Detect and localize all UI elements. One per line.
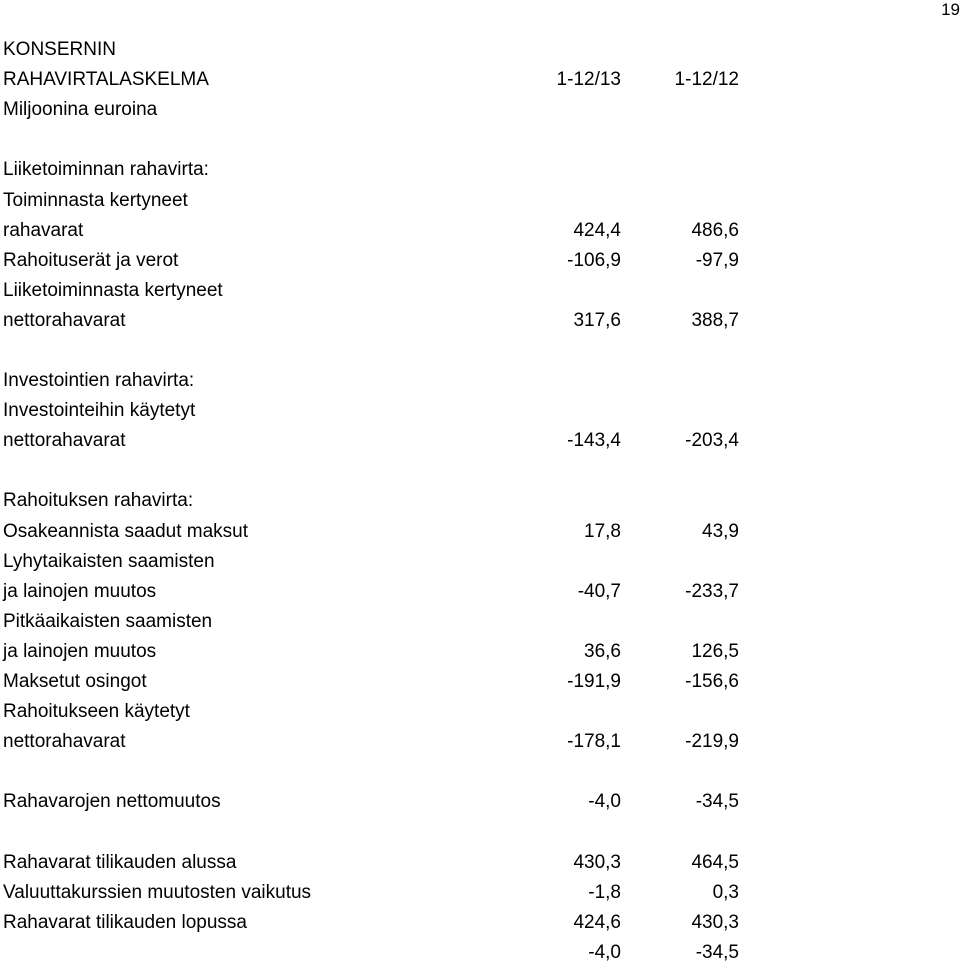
table-row [3,577,743,607]
table-row [3,727,743,757]
row-label: Osakeannista saadut maksut [3,520,249,542]
header-row-columns [3,65,743,95]
table-row [3,697,743,727]
table-row [3,456,743,486]
row-label: ja lainojen muutos [3,580,157,602]
row-label: Rahoitukseen käytetyt [3,701,190,723]
row-label: Rahoituksen rahavirta: [3,490,194,512]
value-2013: -178,1 [567,731,621,753]
cash-flow-statement [3,35,743,968]
row-label: nettorahavarat [3,731,126,753]
row-label: Investointien rahavirta: [3,370,195,392]
value-2012: -219,9 [685,731,739,753]
value-2013: 424,4 [573,219,621,241]
table-row [3,547,743,577]
unit-label: Miljoonina euroina [3,99,158,121]
row-label: Lyhytaikaisten saamisten [3,550,215,572]
value-2012: -233,7 [685,580,739,602]
table-row [3,607,743,637]
table-row [3,517,743,547]
value-2013: 36,6 [584,640,621,662]
row-label: Rahavarat tilikauden lopussa [3,911,247,933]
row-label: Investointeihin käytetyt [3,400,196,422]
table-row [3,185,743,215]
row-label: Rahavarat tilikauden alussa [3,851,237,873]
table-row [3,366,743,396]
table-row [3,908,743,938]
row-label: Rahavarojen nettomuutos [3,791,221,813]
table-row [3,667,743,697]
table-row [3,426,743,456]
table-row [3,276,743,306]
row-label: Toiminnasta kertyneet [3,189,188,211]
statement-rows [3,155,743,968]
table-row [3,757,743,787]
value-2013: 317,6 [573,309,621,331]
value-2012: -203,4 [685,430,739,452]
value-2012: 126,5 [691,640,739,662]
row-label: Liiketoiminnasta kertyneet [3,279,223,301]
row-label: Liiketoiminnan rahavirta: [3,159,209,181]
value-2013: 17,8 [584,520,621,542]
value-2012: -34,5 [695,941,739,963]
row-label: nettorahavarat [3,430,126,452]
table-row [3,246,743,276]
statement-title-line1: KONSERNIN [3,39,116,61]
row-label: nettorahavarat [3,309,126,331]
spacer-row [3,125,743,155]
value-2012: 464,5 [691,851,739,873]
value-2012: -34,5 [695,791,739,813]
row-label: Valuuttakurssien muutosten vaikutus [3,881,312,903]
table-row [3,306,743,336]
value-2013: -4,0 [588,791,621,813]
table-row [3,817,743,847]
value-2012: -156,6 [685,671,739,693]
table-row [3,396,743,426]
row-label: Maksetut osingot [3,671,147,693]
value-2013: -106,9 [567,249,621,271]
value-2013: 424,6 [573,911,621,933]
value-2012: 0,3 [712,881,739,903]
value-2013: -1,8 [588,881,621,903]
table-row [3,216,743,246]
table-row [3,486,743,516]
value-2013: -191,9 [567,671,621,693]
value-2012: 430,3 [691,911,739,933]
row-label: Rahoituserät ja verot [3,249,179,271]
table-row [3,848,743,878]
column-header-2012: 1-12/12 [674,69,739,91]
value-2012: 486,6 [691,219,739,241]
column-header-2013: 1-12/13 [556,69,621,91]
value-2012: 43,9 [702,520,739,542]
table-row [3,155,743,185]
value-2013: -40,7 [577,580,621,602]
table-row [3,878,743,908]
value-2013: 430,3 [573,851,621,873]
statement-title-line2: RAHAVIRTALASKELMA [3,69,209,91]
header-row-title [3,35,743,65]
page-number: 19 [941,0,960,19]
value-2012: 388,7 [691,309,739,331]
table-row [3,637,743,667]
header-row-unit [3,95,743,125]
row-label: rahavarat [3,219,84,241]
row-label: Pitkäaikaisten saamisten [3,610,213,632]
table-row [3,336,743,366]
value-2013: -4,0 [588,941,621,963]
value-2013: -143,4 [567,430,621,452]
table-row [3,938,743,968]
row-label: ja lainojen muutos [3,640,157,662]
table-row [3,787,743,817]
value-2012: -97,9 [695,249,739,271]
